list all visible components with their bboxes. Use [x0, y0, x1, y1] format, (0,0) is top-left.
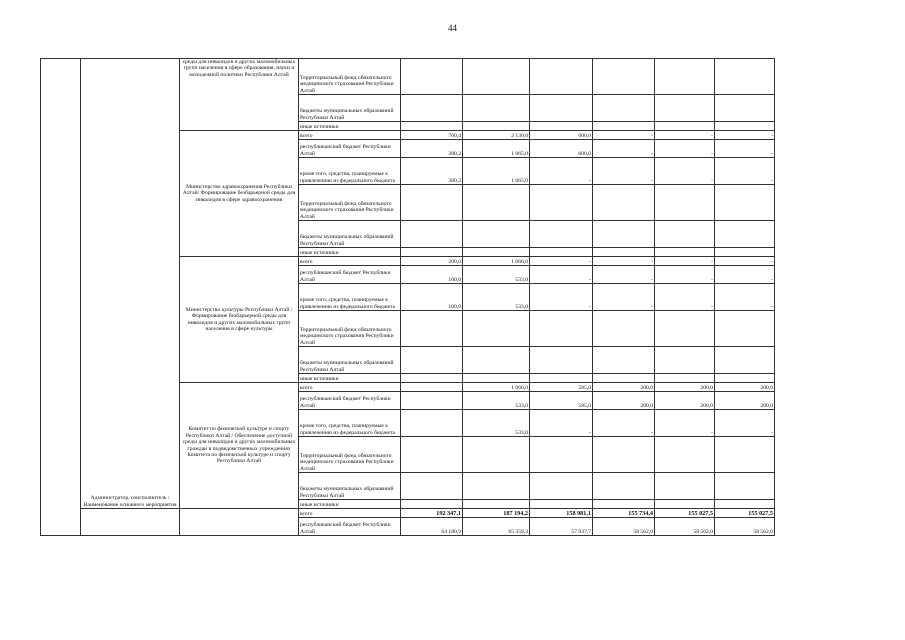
- value-cell: [530, 248, 593, 257]
- value-cell: -: [655, 410, 715, 437]
- value-cell: [715, 473, 775, 500]
- value-cell: -: [593, 410, 655, 437]
- responsible-cell: [180, 59, 299, 131]
- group-label: Администратор, соисполнитель / Наименование основного мероприятия: [83, 495, 177, 508]
- funding-source: Территориальный фонд обязательного медицинского страхования Республики Алтай: [299, 59, 401, 95]
- funding-source: всего: [299, 257, 401, 266]
- value-cell: [715, 185, 775, 221]
- value-cell: [530, 500, 593, 509]
- funding-source: Территориальный фонд обязательного медицинского страхования Республики Алтай: [299, 437, 401, 473]
- value-cell: 533,0: [463, 266, 530, 284]
- value-cell: [655, 374, 715, 383]
- value-cell: [593, 374, 655, 383]
- value-cell: [715, 59, 775, 95]
- value-cell: 155 027,5: [655, 509, 715, 518]
- value-cell: [463, 437, 530, 473]
- funding-source: всего: [299, 383, 401, 392]
- value-cell: 155 027,5: [715, 509, 775, 518]
- value-cell: -: [530, 158, 593, 185]
- funding-source: кроме того, средства, планируемые к привлечению из федерального бюджета: [299, 410, 401, 437]
- value-cell: 533,0: [463, 410, 530, 437]
- value-cell: 600,0: [530, 131, 593, 140]
- value-cell: 1 065,0: [463, 140, 530, 158]
- value-cell: [593, 500, 655, 509]
- value-cell: [401, 221, 463, 248]
- responsible-cell: [180, 509, 299, 536]
- value-cell: [655, 59, 715, 95]
- value-cell: -: [715, 158, 775, 185]
- value-cell: [463, 95, 530, 122]
- responsible-cell: [180, 257, 299, 383]
- value-cell: 200,0: [593, 383, 655, 392]
- value-cell: -: [593, 158, 655, 185]
- value-cell: 585,0: [530, 392, 593, 410]
- value-cell: 200,0: [655, 392, 715, 410]
- value-cell: [401, 392, 463, 410]
- funding-source: иные источники: [299, 374, 401, 383]
- value-cell: -: [530, 266, 593, 284]
- value-cell: -: [715, 284, 775, 311]
- value-cell: [463, 221, 530, 248]
- value-cell: [463, 248, 530, 257]
- funding-source: Территориальный фонд обязательного медицинского страхования Республики Алтай: [299, 311, 401, 347]
- value-cell: -: [655, 284, 715, 311]
- page-number: 44: [448, 23, 457, 33]
- value-cell: [593, 122, 655, 131]
- group-label-cell: [81, 59, 180, 509]
- value-cell: 155 734,4: [593, 509, 655, 518]
- value-cell: 58 562,0: [715, 518, 775, 536]
- value-cell: -: [593, 257, 655, 266]
- value-cell: [593, 95, 655, 122]
- value-cell: [655, 221, 715, 248]
- value-cell: -: [655, 158, 715, 185]
- value-cell: [593, 221, 655, 248]
- value-cell: [655, 311, 715, 347]
- value-cell: 533,0: [463, 392, 530, 410]
- financing-table: [40, 58, 775, 536]
- value-cell: -: [655, 257, 715, 266]
- value-cell: 200,0: [715, 383, 775, 392]
- value-cell: 2 130,0: [463, 131, 530, 140]
- value-cell: [463, 473, 530, 500]
- responsible-text: среды для инвалидов и других маломобильных групп населения в сфере образования, науки и молодежной политики Республики Алтай: [182, 59, 296, 78]
- funding-source: бюджеты муниципальных образований Республики Алтай: [299, 221, 401, 248]
- value-cell: [530, 95, 593, 122]
- funding-source: иные источники: [299, 248, 401, 257]
- value-cell: 200,0: [655, 383, 715, 392]
- value-cell: 192 347,1: [401, 509, 463, 518]
- group-label-cell: [81, 509, 180, 536]
- value-cell: [463, 59, 530, 95]
- funding-source: иные источники: [299, 122, 401, 131]
- value-cell: 1 066,0: [463, 257, 530, 266]
- value-cell: [401, 122, 463, 131]
- value-cell: [463, 374, 530, 383]
- value-cell: 200,0: [593, 392, 655, 410]
- value-cell: [715, 311, 775, 347]
- value-cell: [715, 122, 775, 131]
- funding-source: кроме того, средства, планируемые к привлечению из федерального бюджета: [299, 284, 401, 311]
- value-cell: -: [715, 266, 775, 284]
- value-cell: 1 066,0: [463, 383, 530, 392]
- value-cell: -: [655, 266, 715, 284]
- value-cell: [401, 473, 463, 500]
- value-cell: [530, 437, 593, 473]
- funding-source: Территориальный фонд обязательного медицинского страхования Республики Алтай: [299, 185, 401, 221]
- value-cell: [401, 437, 463, 473]
- value-cell: [655, 347, 715, 374]
- value-cell: 58 562,0: [655, 518, 715, 536]
- value-cell: [655, 473, 715, 500]
- value-cell: -: [593, 140, 655, 158]
- value-cell: [463, 311, 530, 347]
- value-cell: [463, 500, 530, 509]
- value-cell: [715, 437, 775, 473]
- value-cell: [715, 95, 775, 122]
- value-cell: [715, 221, 775, 248]
- value-cell: 57 937,7: [530, 518, 593, 536]
- value-cell: 158 981,1: [530, 509, 593, 518]
- table-row: [41, 509, 775, 518]
- value-cell: [530, 221, 593, 248]
- value-cell: [593, 59, 655, 95]
- value-cell: 380,2: [401, 140, 463, 158]
- value-cell: [463, 185, 530, 221]
- value-cell: -: [530, 284, 593, 311]
- value-cell: 600,0: [530, 140, 593, 158]
- value-cell: 380,2: [401, 158, 463, 185]
- value-cell: [401, 248, 463, 257]
- value-cell: [401, 410, 463, 437]
- value-cell: [715, 347, 775, 374]
- value-cell: [401, 347, 463, 374]
- value-cell: [463, 122, 530, 131]
- value-cell: 585,0: [530, 383, 593, 392]
- value-cell: 200,0: [401, 257, 463, 266]
- responsible-cell: [180, 383, 299, 509]
- value-cell: [655, 500, 715, 509]
- funding-source: бюджеты муниципальных образований Республики Алтай: [299, 347, 401, 374]
- value-cell: [401, 95, 463, 122]
- value-cell: [530, 185, 593, 221]
- value-cell: 58 562,0: [593, 518, 655, 536]
- responsible-text: Комитет по физической культуре и спорту Республики Алтай / Обеспечение доступной среды для инвалидов и других маломобильных граждан в подведомственных учреждениях Комитета по физической культуре и спорту Республики Алтай: [182, 426, 296, 465]
- responsible-text: Министерство культуры Республики Алтай / Формирование безбарьерной среды для инвалидов и других маломобильных групп населения в сфере культуры: [185, 306, 293, 332]
- value-cell: [655, 185, 715, 221]
- value-cell: [530, 473, 593, 500]
- value-cell: [530, 59, 593, 95]
- value-cell: [401, 185, 463, 221]
- funding-source: республиканский бюджет Республики Алтай: [299, 266, 401, 284]
- funding-source: республиканский бюджет Республики Алтай: [299, 140, 401, 158]
- value-cell: -: [715, 140, 775, 158]
- value-cell: [655, 122, 715, 131]
- value-cell: 65 359,3: [463, 518, 530, 536]
- value-cell: [593, 347, 655, 374]
- value-cell: 760,4: [401, 131, 463, 140]
- funding-source: всего: [299, 131, 401, 140]
- funding-source: бюджеты муниципальных образований Республики Алтай: [299, 473, 401, 500]
- value-cell: [593, 473, 655, 500]
- value-cell: [401, 311, 463, 347]
- value-cell: -: [715, 257, 775, 266]
- value-cell: [715, 374, 775, 383]
- value-cell: 100,0: [401, 284, 463, 311]
- value-cell: 533,0: [463, 284, 530, 311]
- value-cell: [593, 248, 655, 257]
- value-cell: -: [655, 131, 715, 140]
- funding-source: республиканский бюджет Республики Алтай: [299, 518, 401, 536]
- funding-source: иные источники: [299, 500, 401, 509]
- funding-source: кроме того, средства, планируемые к привлечению из федерального бюджета: [299, 158, 401, 185]
- value-cell: -: [715, 410, 775, 437]
- value-cell: -: [593, 131, 655, 140]
- responsible-text: Министерство здравоохранения Республики Алтай/ Формирование безбарьерной среды для инвалидов в сфере здравоохранения: [182, 183, 296, 203]
- funding-source: бюджеты муниципальных образований Республики Алтай: [299, 95, 401, 122]
- value-cell: [530, 122, 593, 131]
- value-cell: 64 180,9: [401, 518, 463, 536]
- value-cell: [530, 374, 593, 383]
- value-cell: 187 194,2: [463, 509, 530, 518]
- value-cell: [593, 437, 655, 473]
- value-cell: -: [593, 284, 655, 311]
- value-cell: [463, 347, 530, 374]
- funding-source: республиканский бюджет Республики Алтай: [299, 392, 401, 410]
- value-cell: 200,0: [715, 392, 775, 410]
- value-cell: -: [715, 131, 775, 140]
- value-cell: [593, 185, 655, 221]
- value-cell: [715, 248, 775, 257]
- value-cell: [715, 500, 775, 509]
- value-cell: -: [593, 266, 655, 284]
- value-cell: [655, 95, 715, 122]
- value-cell: [530, 311, 593, 347]
- value-cell: 100,0: [401, 266, 463, 284]
- value-cell: [655, 248, 715, 257]
- value-cell: 1 065,0: [463, 158, 530, 185]
- value-cell: -: [530, 410, 593, 437]
- table-row: [41, 59, 775, 95]
- value-cell: [530, 347, 593, 374]
- value-cell: [401, 374, 463, 383]
- value-cell: [655, 437, 715, 473]
- value-cell: -: [530, 257, 593, 266]
- value-cell: [401, 383, 463, 392]
- index-column: [41, 59, 81, 536]
- value-cell: [401, 59, 463, 95]
- responsible-cell: [180, 131, 299, 257]
- value-cell: -: [655, 140, 715, 158]
- value-cell: [593, 311, 655, 347]
- funding-source: всего: [299, 509, 401, 518]
- value-cell: [401, 500, 463, 509]
